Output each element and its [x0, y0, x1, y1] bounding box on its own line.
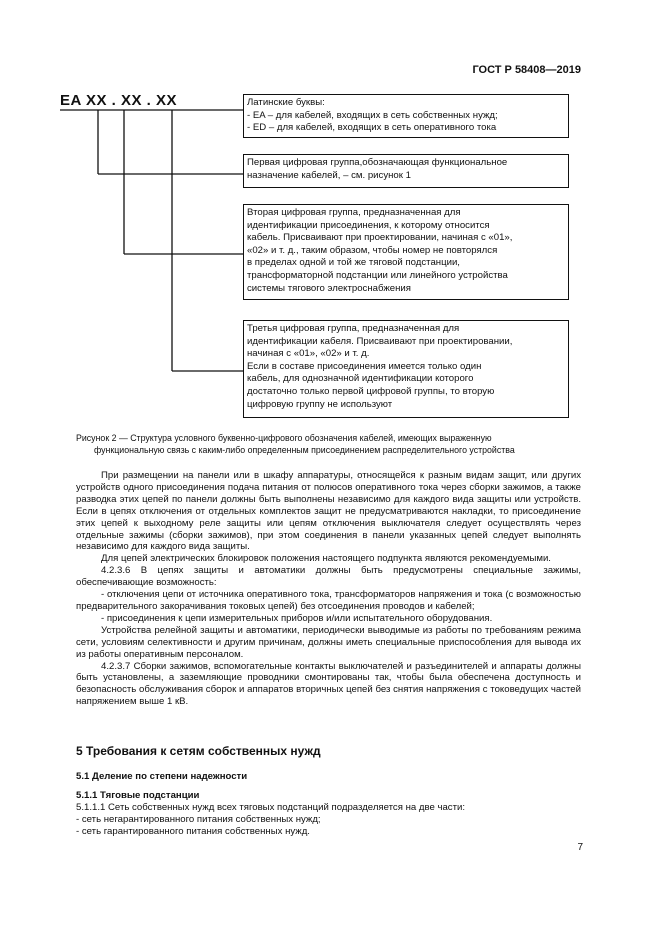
paragraph: Для цепей электрических блокировок положения настоящего подпункта являются рекомендуемыми. — [101, 553, 551, 565]
box-third-group: Третья цифровая группа, предназначенная для идентификации кабеля. Присваивают при проектировании, начиная с «01», «02» и т. д. Если в составе присоединения имеется только один кабель, для однозначной идентификации которого достаточно только первой цифровой группы, то вторую цифровую группу не используют — [243, 320, 569, 418]
box-second-group: Вторая цифровая группа, предназначенная для идентификации присоединения, к которому относится кабель. Присваивают при проектировании, начиная с «01», «02» и т. д., таким образом, чтобы номер не повторялся в пределах одной и той же тяговой подстанции, трансформаторной подстанции или линейного устройства системы тягового электроснабжения — [243, 204, 569, 300]
list-item: - сеть негарантированного питания собственных нужд; — [76, 813, 321, 825]
standard-header: ГОСТ Р 58408—2019 — [472, 64, 581, 76]
figure-caption: Рисунок 2 — Структура условного буквенно-цифрового обозначения кабелей, имеющих выраженную функциональную связь с каким-либо определенным присоединением распределительного устройства — [76, 433, 515, 455]
list-item: - отключения цепи от источника оперативного тока, трансформаторов напряжения и тока (с возможностью предварительного закорачивания токовых цепей) без отсоединения проводов и кабелей; — [76, 589, 581, 612]
subsubsection-heading: 5.1.1 Тяговые подстанции — [76, 790, 200, 801]
page-number: 7 — [577, 842, 583, 853]
paragraph: 4.2.3.7 Сборки зажимов, вспомогательные контакты выключателей и разъединителей и аппараты должны быть установлены, а заземляющие проводники смонтированы так, чтобы была обеспечена доступность и безопасность обслуживания сборок и аппаратов вторичных цепей без снятия напряжения с токоведущих частей напряжением выше 1 кВ. — [76, 660, 581, 708]
section-list — [76, 802, 581, 838]
box-first-group: Первая цифровая группа,обозначающая функциональное назначение кабелей, – см. рисунок 1 — [243, 154, 569, 188]
section-heading: 5 Требования к сетям собственных нужд — [76, 744, 321, 758]
body-text — [76, 470, 581, 708]
cable-code-pattern: EA XX . XX . XX — [60, 92, 177, 109]
subsection-heading: 5.1 Деление по степени надежности — [76, 771, 248, 782]
paragraph: 4.2.3.6 В цепях защиты и автоматики должны быть предусмотрены специальные зажимы, обеспечивающие возможность: — [76, 565, 581, 589]
list-item: - присоединения к цепи измерительных приборов и/или испытательного оборудования. — [101, 612, 493, 624]
list-intro: 5.1.1.1 Сеть собственных нужд всех тяговых подстанций подразделяется на две части: — [76, 802, 466, 813]
list-item: - сеть гарантированного питания собственных нужд. — [76, 825, 310, 837]
paragraph: При размещении на панели или в шкафу аппаратуры, относящейся к разным видам защит, или других устройств одного присоединения подача питания от полюсов оперативного тока через сборки зажимов, а также разводка этих цепей по панели должны быть выполнены независимо для каждого вида защиты или устройств. Если в цепях отключения от отдельных комплектов защит не предусматриваются накладки, то присоединение этих цепей к выходному реле защиты или цепям отключения выключателя следует осуществлять через отдельные зажимы (сборки зажимов), при этом соединения в панели указанных цепей следует выполнять независимо для каждого вида защиты. — [76, 470, 581, 553]
box-latin-letters: Латинские буквы: - EA – для кабелей, входящих в сеть собственных нужд; - ED – для кабелей, входящих в сеть оперативного тока — [243, 94, 569, 138]
paragraph: Устройства релейной защиты и автоматики, периодически выводимые из работы по требованиям режима сети, условиям селективности и другим причинам, должны иметь специальные приспособления для вывода их из работы оперативным персоналом. — [76, 624, 581, 660]
